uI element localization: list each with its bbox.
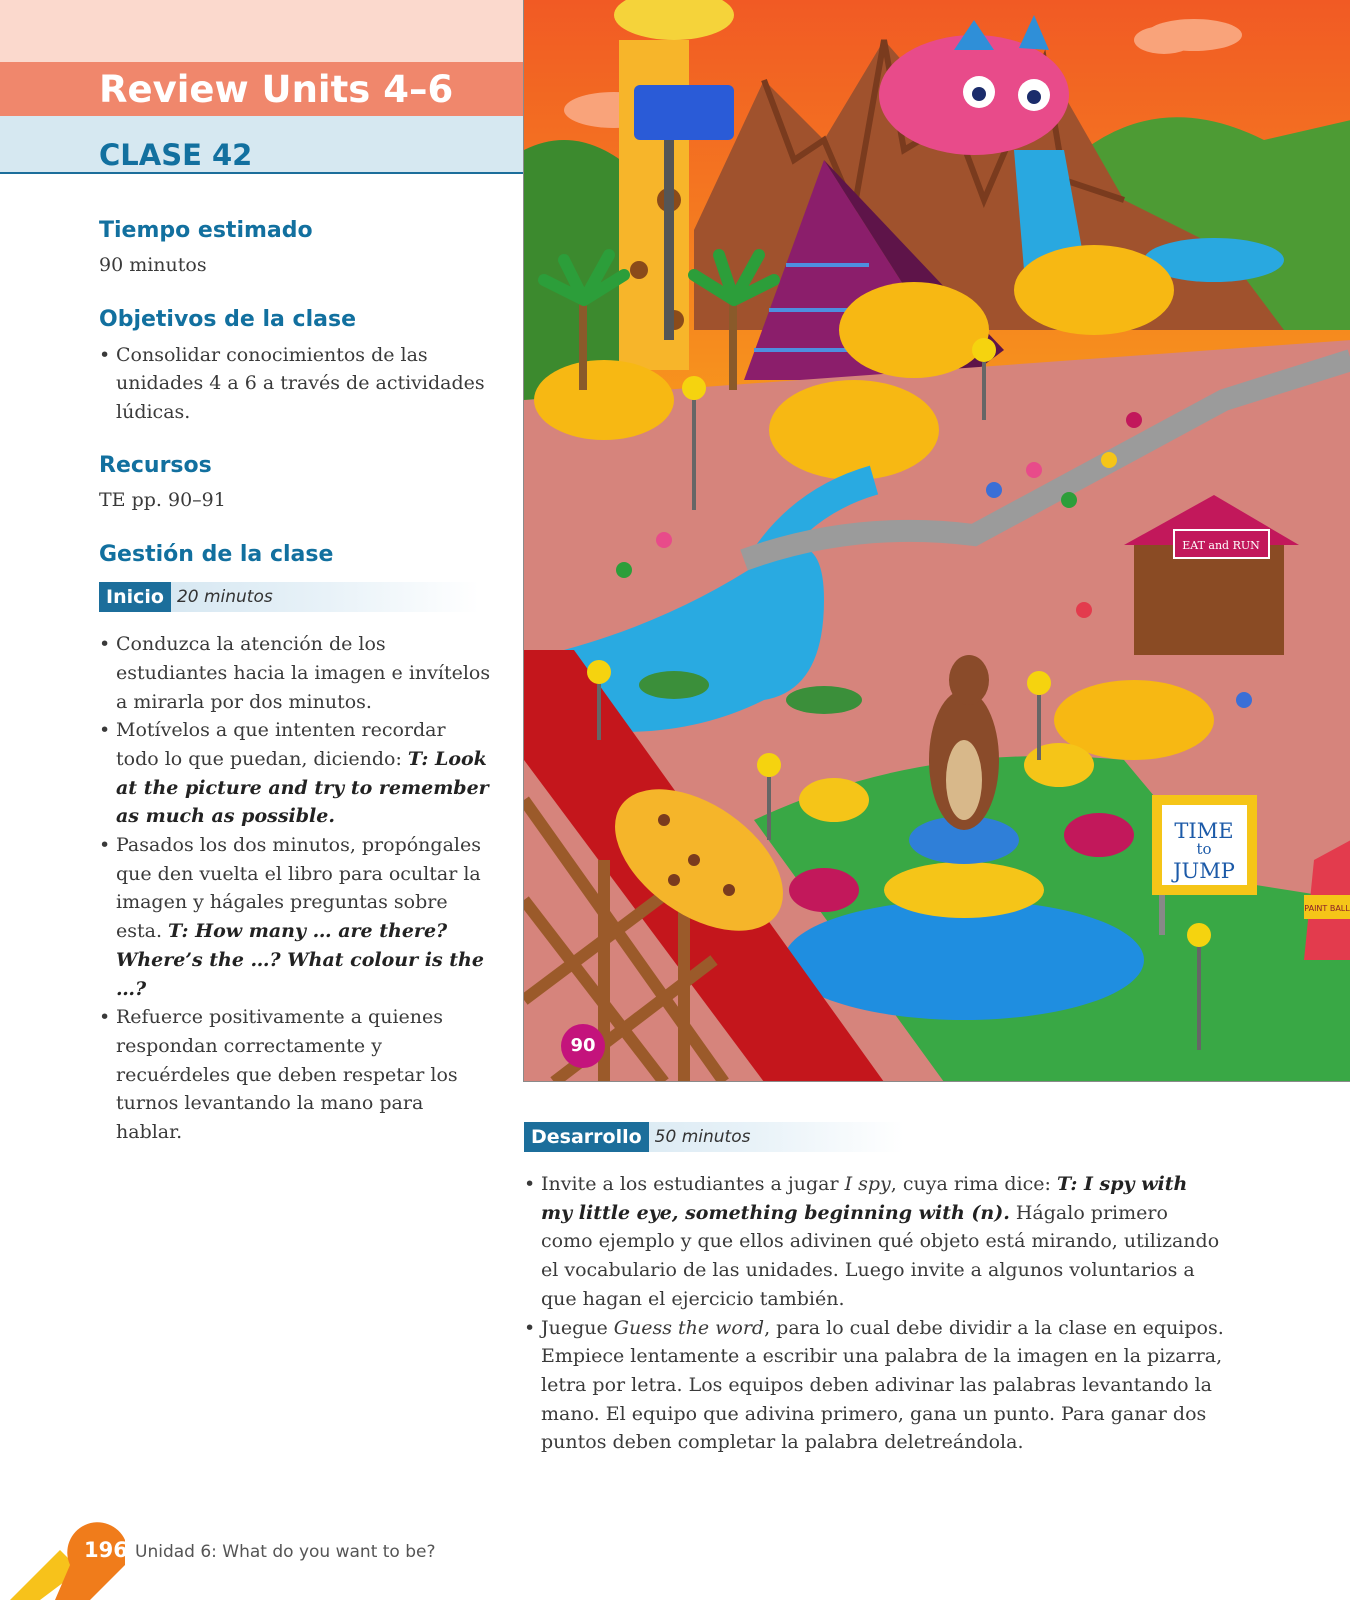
- objetivos-list: [99, 341, 494, 427]
- sign-time-word: TIME: [1174, 819, 1234, 843]
- desarrollo-list: [524, 1170, 1224, 1457]
- guess-title: Guess the word: [613, 1316, 765, 1339]
- desarrollo-item-2: [524, 1314, 1224, 1458]
- guess-instructions: , para lo cual debe dividir a la clase en equipos. Empiece lentamente a escribir una palabra de la imagen en la pizarra, letra por letra. Los equipos deben adivinar las palabras levantando la mano. El equipo que adivina primero, gana un punto. Para ganar dos puntos deben completar la palabra deletreándola.: [541, 1316, 1224, 1454]
- paint-ball-sign: PAINT BALL: [1304, 904, 1350, 913]
- illustration-page-number: 90: [561, 1024, 605, 1068]
- inicio-item-3: [99, 831, 494, 1003]
- i-spy-rhyme: T: I spy with my little eye, something beginning with (n).: [541, 1173, 1188, 1224]
- header-clase-band: [0, 116, 523, 174]
- footer-unit-text: Unidad 6: What do you want to be?: [135, 1542, 436, 1562]
- inicio-item-4-text: Refuerce positivamente a quienes respondan correctamente y recuérdeles que deben respetar los turnos levantando la mano para hablar.: [116, 1006, 458, 1144]
- inicio-label: Inicio: [99, 582, 171, 612]
- desarrollo-label: Desarrollo: [524, 1122, 649, 1152]
- clase-title: CLASE 42: [99, 138, 253, 172]
- right-column: [524, 1122, 1224, 1457]
- inicio-item-2-quote: T: Look at the picture and try to remember as much as possible.: [116, 747, 489, 828]
- inicio-item-3-quote: T: How many … are there? Where’s the …? What colour is the …?: [116, 920, 484, 1000]
- inicio-item-1: [99, 630, 494, 716]
- i-spy-title: I spy: [844, 1173, 891, 1195]
- desarrollo-item-1: [524, 1170, 1224, 1314]
- i-spy-intro: Invite a los estudiantes a jugar: [541, 1173, 845, 1195]
- inicio-time: 20 minutos: [176, 587, 273, 608]
- inicio-item-3-text: Pasados los dos minutos, propóngales que den vuelta el libro para ocultar la imagen y hágales preguntas sobre esta.: [116, 834, 481, 943]
- desarrollo-time: 50 minutos: [654, 1127, 751, 1147]
- sign-to-word: to: [1196, 840, 1212, 858]
- desarrollo-bar: [524, 1122, 904, 1152]
- eat-and-run-sign: EAT and RUN: [1182, 539, 1260, 552]
- recursos-value: TE pp. 90–91: [99, 488, 226, 511]
- guess-intro: Juegue: [541, 1316, 614, 1339]
- i-spy-mid: , cuya rima dice:: [890, 1173, 1057, 1195]
- tiempo-value: 90 minutos: [99, 254, 207, 276]
- inicio-item-4: [99, 1003, 494, 1147]
- objetivo-item: • Consolidar conocimientos de las unidades 4 a 6 a través de actividades lúdicas.: [99, 341, 494, 427]
- inicio-bar: [99, 582, 479, 612]
- objetivos-heading: Objetivos de la clase: [99, 306, 356, 332]
- inicio-item-1-text: Conduzca la atención de los estudiantes hacia la imagen e invítelos a mirarla por dos minutos.: [116, 633, 491, 713]
- footer-page-number: 196: [84, 1538, 128, 1562]
- left-column: [99, 216, 494, 1147]
- i-spy-instructions: Hágalo primero como ejemplo y que ellos adivinen qué objeto está mirando, utilizando el vocabulario de las unidades. Luego invite a algunos voluntarios a que hagan el ejercicio también.: [541, 1201, 1220, 1310]
- inicio-item-2: [99, 716, 494, 831]
- park-scene: [524, 0, 1350, 1082]
- page-title: Review Units 4–6: [99, 68, 454, 111]
- inicio-item-2-text: Motívelos a que intenten recordar todo lo que puedan, diciendo:: [116, 719, 446, 770]
- header-top-band: [0, 0, 523, 62]
- recursos-heading: Recursos: [99, 452, 212, 478]
- amusement-park-illustration: [523, 0, 1350, 1082]
- inicio-list: [99, 630, 494, 1147]
- tiempo-heading: Tiempo estimado: [99, 218, 313, 243]
- gestion-heading: Gestión de la clase: [99, 542, 334, 568]
- sign-jump-word: JUMP: [1173, 859, 1235, 883]
